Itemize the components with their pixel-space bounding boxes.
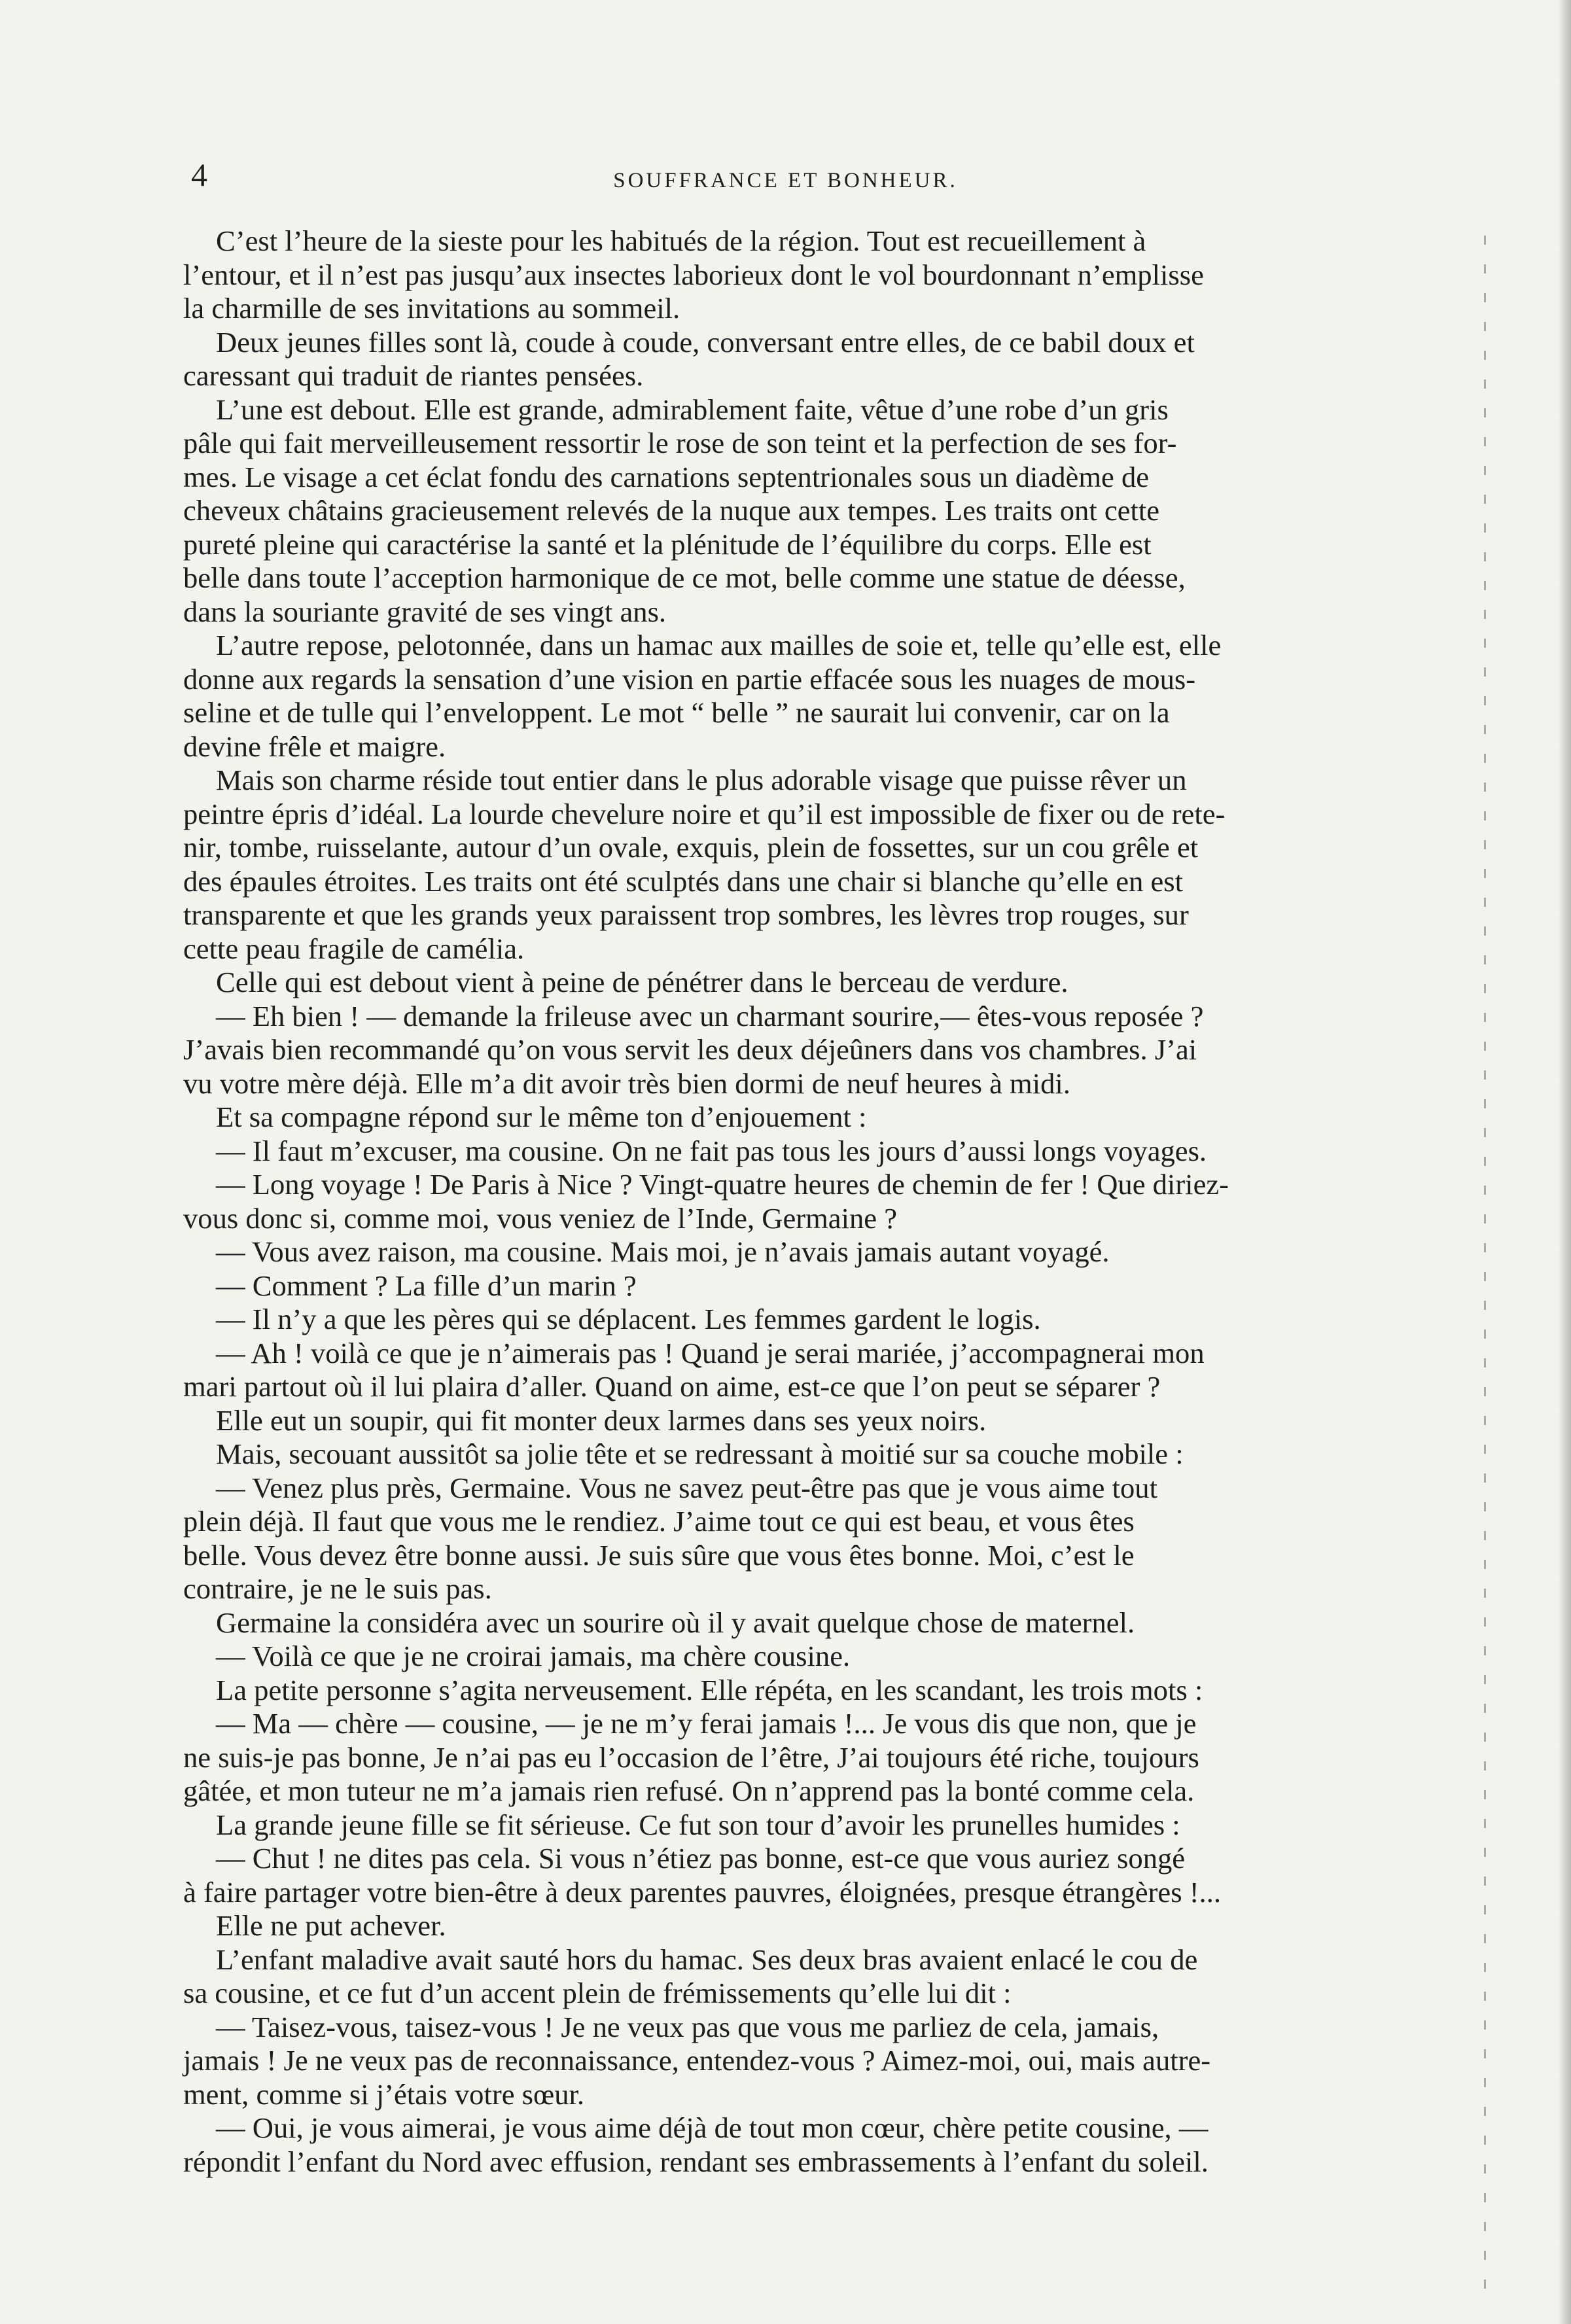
paragraph: Germaine la considéra avec un sourire où il y avait quelque chose de maternel. <box>216 1606 1135 1639</box>
dialogue-paragraph: — Comment ? La fille d’un marin ? <box>216 1269 637 1302</box>
paragraph: C’est l’heure de la sieste pour les habitués de la région. Tout est recueillement à l’entour, et il n’est pas jusqu’aux insectes laborieux dont le vol bourdonnant n’emplisse la charmille de ses invitations au sommeil. <box>183 224 1204 325</box>
binding-edge-line <box>1484 236 1486 2297</box>
dialogue-paragraph: — Voilà ce que je ne croirai jamais, ma chère cousine. <box>216 1640 851 1672</box>
dialogue-paragraph: — Chut ! ne dites pas cela. Si vous n’étiez pas bonne, est-ce que vous auriez songé à faire partager votre bien-être à deux parentes pauvres, éloignées, presque étrangères !... <box>183 1842 1221 1909</box>
scan-edge-shadow <box>1558 0 1571 2324</box>
paragraph: Elle eut un soupir, qui fit monter deux larmes dans ses yeux noirs. <box>216 1403 987 1437</box>
dialogue-paragraph: — Taisez-vous, taisez-vous ! Je ne veux pas que vous me parliez de cela, jamais, jamais ! Je ne veux pas de reconnaissance, entendez-vous ? Aimez-moi, oui, mais autre- ment, comme si j’étais votre sœur. <box>183 2010 1211 2111</box>
paragraph: Et sa compagne répond sur le même ton d’enjouement : <box>216 1100 867 1133</box>
paragraph: L’une est debout. Elle est grande, admirablement faite, vêtue d’une robe d’un gris pâle qui fait merveilleusement ressortir le rose de son teint et la perfection de ses for- mes. Le visage a cet éclat fondu des carnations septentrionales sous un diadème de cheveux châtains gracieusement relevés de la nuque aux tempes. Les traits ont cette pureté pleine qui caractérise la santé et la plénitude de l’équilibre du corps. Elle est belle dans toute l’acception harmonique de ce mot, belle comme une statue de déesse, dans la souriante gravité de ses vingt ans. <box>183 393 1186 628</box>
paragraph: Mais, secouant aussitôt sa jolie tête et se redressant à moitié sur sa couche mobile : <box>216 1437 1184 1470</box>
body-text <box>183 224 1472 2179</box>
paragraph: Celle qui est debout vient à peine de pénétrer dans le berceau de verdure. <box>216 966 1068 998</box>
paragraph: Deux jeunes filles sont là, coude à coude, conversant entre elles, de ce babil doux et caressant qui traduit de riantes pensées. <box>183 325 1195 392</box>
paragraph: L’autre repose, pelotonnée, dans un hamac aux mailles de soie et, telle qu’elle est, elle donne aux regards la sensation d’une vision en partie effacée sous les nuages de mous- seline et de tulle qui l’enveloppent. Le mot “ belle ” ne saurait lui convenir, car on la devine frêle et maigre. <box>183 629 1222 763</box>
page-number: 4 <box>191 156 207 193</box>
dialogue-paragraph: — Eh bien ! — demande la frileuse avec un charmant sourire,— êtes-vous reposée ? J’avais bien recommandé qu’on vous servit les deux déjeûners dans vos chambres. J’ai vu votre mère déjà. Elle m’a dit avoir très bien dormi de neuf heures à midi. <box>183 999 1204 1100</box>
paragraph: Elle ne put achever. <box>216 1909 446 1942</box>
paragraph: Mais son charme réside tout entier dans le plus adorable visage que puisse rêver un peintre épris d’idéal. La lourde chevelure noire et qu’il est impossible de fixer ou de rete- nir, tombe, ruisselante, autour d’un ovale, exquis, plein de fossettes, sur un cou grêle et des épaules étroites. Les traits ont été sculptés dans une chair si blanche qu’elle en est transparente et que les grands yeux paraissent trop sombres, les lèvres trop rouges, sur cette peau fragile de camélia. <box>183 764 1226 965</box>
dialogue-paragraph: — Ma — chère — cousine, — je ne m’y ferai jamais !... Je vous dis que non, que je ne suis-je pas bonne, Je n’ai pas eu l’occasion de l’être, J’ai toujours été riche, toujours gâtée, et mon tuteur ne m’a jamais rien refusé. On n’apprend pas la bonté comme cela. <box>183 1707 1199 1807</box>
dialogue-paragraph: — Il n’y a que les pères qui se déplacent. Les femmes gardent le logis. <box>216 1303 1041 1335</box>
paragraph: L’enfant maladive avait sauté hors du hamac. Ses deux bras avaient enlacé le cou de sa cousine, et ce fut d’un accent plein de frémissements qu’elle lui dit : <box>183 1943 1198 2009</box>
dialogue-paragraph: — Oui, je vous aimerai, je vous aime déjà de tout mon cœur, chère petite cousine, — répondit l’enfant du Nord avec effusion, rendant ses embrassements à l’enfant du soleil. <box>183 2111 1209 2178</box>
dialogue-paragraph: — Long voyage ! De Paris à Nice ? Vingt-quatre heures de chemin de fer ! Que diriez- vous donc si, comme moi, vous veniez de l’Inde, Germaine ? <box>183 1168 1229 1235</box>
running-title: SOUFFRANCE ET BONHEUR. <box>613 169 958 192</box>
dialogue-paragraph: — Il faut m’excuser, ma cousine. On ne fait pas tous les jours d’aussi longs voyages. <box>216 1134 1207 1167</box>
dialogue-paragraph: — Ah ! voilà ce que je n’aimerais pas ! Quand je serai mariée, j’accompagnerai mon mari partout où il lui plaira d’aller. Quand on aime, est-ce que l’on peut se séparer ? <box>183 1336 1205 1403</box>
dialogue-paragraph: — Vous avez raison, ma cousine. Mais moi, je n’avais jamais autant voyagé. <box>216 1235 1110 1268</box>
paragraph: La petite personne s’agita nerveusement. Elle répéta, en les scandant, les trois mots : <box>216 1673 1203 1706</box>
paragraph: La grande jeune fille se fit sérieuse. Ce fut son tour d’avoir les prunelles humides : <box>216 1808 1180 1841</box>
dialogue-paragraph: — Venez plus près, Germaine. Vous ne savez peut-être pas que je vous aime tout plein déjà. Il faut que vous me le rendiez. J’aime tout ce qui est beau, et vous êtes belle. Vous devez être bonne aussi. Je suis sûre que vous êtes bonne. Moi, c’est le contraire, je ne le suis pas. <box>183 1471 1157 1605</box>
